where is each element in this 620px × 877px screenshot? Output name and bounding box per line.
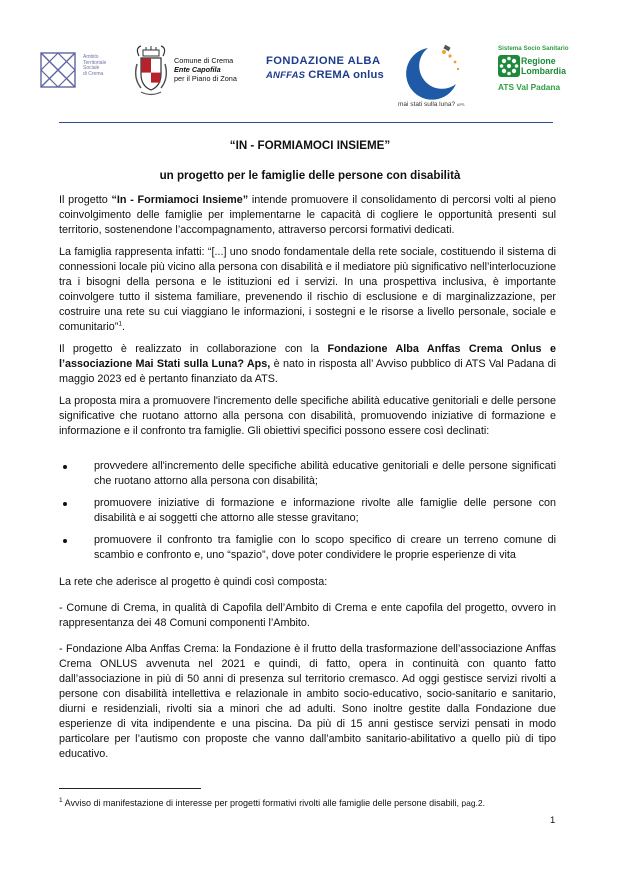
document-title: “IN - FORMIAMOCI INSIEME” xyxy=(229,139,391,152)
paragraph-collaborazione: Il progetto è realizzato in collaborazione con la Fondazione Alba Anffas Crema Onlus e l’associazione Mai Stati sulla Luna? Aps, è nato in risposta all’ Avviso pubblico di ATS Val Padana di maggio 2023 ed è pertanto finanziato da ATS. xyxy=(59,343,556,385)
lombardia-name: Regione Lombardia xyxy=(521,56,566,76)
paragraph-famiglia: La famiglia rappresenta infatti: “[...] uno snodo fondamentale della rete sociale, costituendo il sistema di connessioni locale più vicino alla persona con disabilità e il mediatore più significativo nell’interlocuzione tra i bisogni della persona e le istituzioni ed i servizi. In una prospettiva inclusiva, è importante coinvolgere tutto il sistema familiare, prevenendo il rischio di esclusione e di marginalizzazione, per costruire una rete su cui viaggiano le informazioni, i sostegni e le risorse a livello personale, sociale e comunitario”$^1$. xyxy=(59,246,556,333)
document-subtitle: un progetto per le famiglie delle persone con disabilità xyxy=(159,169,461,182)
mai-stati-sulla-luna-logo xyxy=(398,44,478,112)
footnote-ref: 1 xyxy=(118,320,123,328)
crema-coat-of-arms-icon xyxy=(131,44,171,102)
objectives-list xyxy=(59,459,556,570)
header-divider xyxy=(59,122,553,123)
page-number: 1 xyxy=(550,815,556,826)
footnote: $^1$ Avviso di manifestazione di interesse per progetti formativi rivolti alle famiglie delle persone disabili, pag.2. xyxy=(59,797,486,808)
list-item: provvedere all'incremento delle specifiche abilità educative genitoriali e delle persone significati che ruotano attorno alla persona con disabilità; xyxy=(59,459,556,489)
footnote-divider xyxy=(59,788,201,789)
comune-crema-logo xyxy=(131,44,281,104)
list-item: promuovere il confronto tra famiglie con lo scopo specifico di creare un terreno comune di scambio e confronto e, uno “spazio”, dove poter condividere le proprie esperienze di vita xyxy=(59,533,556,563)
bullet-icon xyxy=(63,502,67,506)
paragraph-fondazione: - Fondazione Alba Anffas Crema: la Fondazione è il frutto della trasformazione dell’associazione Anffas Crema ONLUS avvenuta nel 2021 e quindi, di fatto, opera in continuità con quanto fatto dall’associazione in più di 50 anni di presenza sul territorio cremasco. Ad oggi gestisce servizi rivolti a persone con disabilità intellettiva e relazionale in ambito socio-educativo, socio-sanitario e sanitario, diurni e residenziali, rivolti sia a minori che ad adulti. Sono inoltre gestite dalla Fondazione due esperienze di vita indipendente e una piscina. Da più di 15 anni gestisce servizi pensati in modo particolare per l’autismo con proposte che vanno dall’ambito sanitario-abilitativo a quello più di tipo educativo. xyxy=(59,643,556,760)
bullet-icon xyxy=(63,465,67,469)
ambito-logo xyxy=(40,52,110,92)
ambito-text: Ambito Territoriale Sociale di Crema xyxy=(83,54,107,78)
paragraph-intro: Il progetto “In - Formiamoci Insieme” intende promuovere il consolidamento di percorsi volti al pieno coinvolgimento delle famiglie per implementarne le capacità di cogliere le opportunità presenti sul territorio, sostenendone l’accompagnamento, attraverso percorsi formativi dedicati. xyxy=(59,194,556,236)
regione-lombardia-logo: Sistema Socio Sanitario Regione Lombardia ATS Val Padana xyxy=(498,45,569,92)
bullet-icon xyxy=(63,539,67,543)
moon-icon xyxy=(398,44,468,100)
paragraph-comune: - Comune di Crema, in qualità di Capofila dell’Ambito di Crema e ente capofila del progetto, ovvero in rappresentanza dei 48 Comuni componenti l’Ambito. xyxy=(59,602,556,629)
list-item: promuovere iniziative di formazione e informazione rivolte alle famiglie delle persone con disabilità e ai soggetti che attorno alle stesse gravitano; xyxy=(59,496,556,526)
paragraph-proposta: La proposta mira a promuovere l'incremento delle specifiche abilità educative genitoriali e delle persone significative che ruotano attorno alla persona con disabilità, promuovendo iniziative di formazione e informazione e il confronto tra famiglie. Gli obiettivi specifici possono essere così declinati: xyxy=(59,395,556,437)
header-logos xyxy=(0,44,620,112)
luna-text: mai stati sulla luna? APS xyxy=(398,101,465,108)
paragraph-rete: La rete che aderisce al progetto è quindi così composta: xyxy=(59,576,328,588)
comune-crema-text: Comune di Crema Ente Capofila per il Piano di Zona xyxy=(174,56,237,83)
fondazione-alba-logo: FONDAZIONE ALBA ANFFAS CREMA onlus xyxy=(266,55,384,81)
ambito-mark-icon xyxy=(40,52,80,88)
lombardia-rosa-camuna-icon xyxy=(498,55,520,77)
